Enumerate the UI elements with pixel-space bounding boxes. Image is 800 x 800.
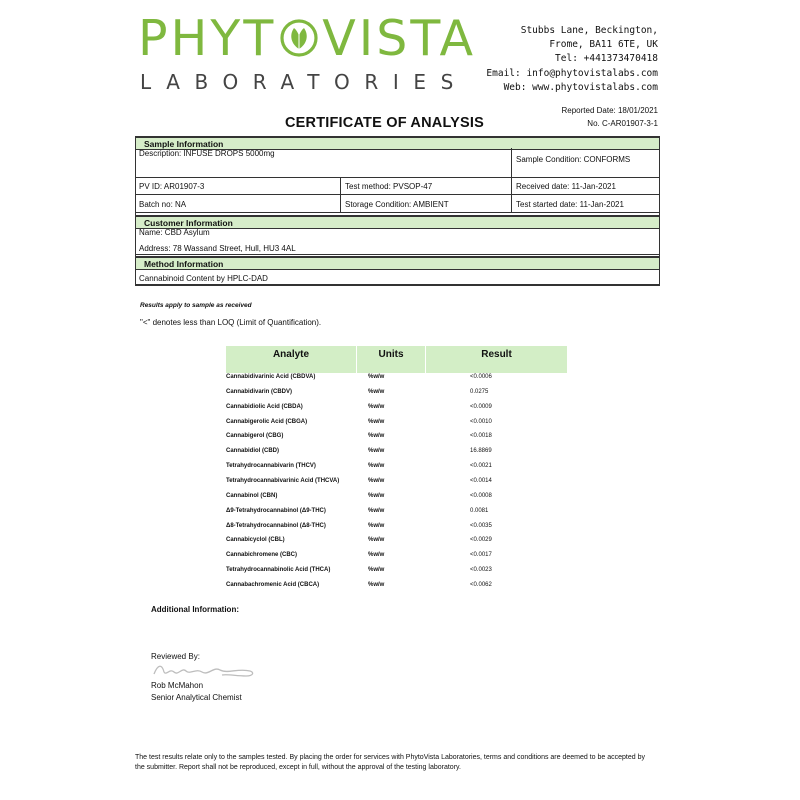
- reviewer: [151, 680, 242, 703]
- analyte-name: Cannabidiol (CBD): [226, 448, 279, 455]
- result-row: [226, 433, 626, 447]
- analyte-name: Cannabicyclol (CBL): [226, 537, 285, 544]
- loq-note: "<" denotes less than LOQ (Limit of Quantification).: [140, 318, 322, 327]
- result-row: [226, 537, 626, 551]
- reviewer-role: Senior Analytical Chemist: [151, 692, 242, 702]
- result-unit: %w/w: [368, 567, 385, 574]
- customer-name: Name: CBD Asylum: [139, 228, 210, 237]
- result-value: <0.0029: [470, 537, 492, 544]
- result-row: [226, 374, 626, 388]
- analyte-name: Cannabichromene (CBC): [226, 552, 298, 559]
- result-row: [226, 552, 626, 566]
- address-email: Email: info@phytovistalabs.com: [486, 67, 658, 79]
- analyte-name: Cannabidivarinic Acid (CBDVA): [226, 374, 316, 380]
- results-note: Results apply to sample as received: [140, 302, 252, 309]
- result-row: [226, 478, 626, 492]
- result-unit: %w/w: [368, 581, 385, 588]
- result-unit: %w/w: [368, 403, 385, 410]
- analyte-name: Cannabigerolic Acid (CBGA): [226, 418, 308, 425]
- reviewed-by-label: Reviewed By:: [151, 652, 200, 661]
- result-row: [226, 582, 626, 596]
- storage-condition: Storage Condition: AMBIENT: [345, 200, 449, 209]
- logo-subtitle: LABORATORIES: [140, 70, 468, 94]
- result-unit: %w/w: [368, 477, 385, 484]
- logo-text-start: PHYT: [138, 10, 277, 67]
- result-unit: %w/w: [368, 492, 385, 499]
- result-value: 16.8869: [470, 448, 492, 455]
- reported-date: Reported Date: 18/01/2021: [561, 106, 658, 115]
- result-value: <0.0010: [470, 418, 492, 425]
- result-value: 0.0081: [470, 507, 489, 514]
- sample-description: Description: INFUSE DROPS 5000mg: [139, 149, 275, 158]
- result-row: [226, 523, 626, 537]
- result-row: [226, 448, 626, 462]
- additional-information-label: Additional Information:: [151, 605, 239, 614]
- test-method: Test method: PVSOP-47: [345, 182, 433, 191]
- analyte-name: Cannabigerol (CBG): [226, 433, 284, 440]
- analyte-name: Tetrahydrocannabivarinic Acid (THCVA): [226, 477, 340, 484]
- signature-image: [150, 658, 260, 680]
- result-row: [226, 567, 626, 581]
- address-phone: Tel: +441373470418: [555, 53, 658, 65]
- analyte-name: Cannabachromenic Acid (CBCA): [226, 581, 320, 588]
- page-title: CERTIFICATE OF ANALYSIS: [285, 115, 485, 131]
- test-started-date: Test started date: 11-Jan-2021: [516, 200, 624, 209]
- address-web: Web: www.phytovistalabs.com: [503, 81, 658, 93]
- analyte-name: Cannabinol (CBN): [226, 492, 278, 499]
- result-unit: %w/w: [368, 463, 385, 470]
- result-value: <0.0006: [470, 374, 492, 380]
- table-outline: [135, 136, 660, 286]
- analyte-name: Δ9-Tetrahydrocannabinol (Δ9-THC): [226, 507, 326, 514]
- result-value: 0.0275: [470, 388, 489, 395]
- leaf-logo-icon: [277, 17, 321, 57]
- result-unit: %w/w: [368, 388, 385, 395]
- result-column-header: Result: [481, 349, 512, 360]
- footer-disclaimer: The test results relate only to the samples tested. By placing the order for services with PhytoVista Laboratories, terms and conditions are deemed to be accepted by the submitter. Report shall not be reproduced, except in full, without the approval of the testing laboratory.: [135, 754, 645, 771]
- result-unit: %w/w: [368, 448, 385, 455]
- results-table-header: [226, 346, 567, 373]
- batch-number: Batch no: NA: [139, 200, 187, 209]
- pv-id: PV ID: AR01907-3: [139, 182, 205, 191]
- result-row: [226, 463, 626, 477]
- result-row: [226, 508, 626, 522]
- result-value: <0.0008: [470, 492, 492, 499]
- result-value: <0.0062: [470, 581, 492, 588]
- result-unit: %w/w: [368, 537, 385, 544]
- method-info-header-label: Method Information: [144, 259, 224, 269]
- result-unit: %w/w: [368, 552, 385, 559]
- result-unit: %w/w: [368, 507, 385, 514]
- customer-address: Address: 78 Wassand Street, Hull, HU3 4AL: [139, 244, 296, 253]
- result-row: [226, 404, 626, 418]
- result-value: <0.0021: [470, 463, 492, 470]
- result-value: <0.0014: [470, 477, 492, 484]
- report-number: No. C-AR01907-3-1: [587, 119, 658, 128]
- method-text: Cannabinoid Content by HPLC-DAD: [139, 274, 268, 283]
- result-row: [226, 493, 626, 507]
- company-logo: [138, 10, 476, 67]
- sample-info-header-label: Sample Information: [144, 139, 224, 149]
- analyte-name: Cannabidivarin (CBDV): [226, 388, 293, 395]
- analyte-column-header: Analyte: [272, 349, 310, 360]
- analyte-name: Δ8-Tetrahydrocannabinol (Δ8-THC): [226, 522, 326, 529]
- received-date: Received date: 11-Jan-2021: [516, 182, 616, 191]
- sample-condition: Sample Condition: CONFORMS: [516, 155, 631, 164]
- result-value: <0.0035: [470, 522, 492, 529]
- company-address: [486, 24, 658, 95]
- analyte-name: Tetrahydrocannabivarin (THCV): [226, 463, 316, 470]
- result-unit: %w/w: [368, 374, 385, 380]
- logo-text-end: VISTA: [322, 10, 476, 67]
- analyte-name: Tetrahydrocannabinolic Acid (THCA): [226, 567, 331, 574]
- result-unit: %w/w: [368, 418, 385, 425]
- address-line: Stubbs Lane, Beckington,: [520, 25, 658, 36]
- address-line: Frome, BA11 6TE, UK: [549, 39, 658, 51]
- report-meta: [561, 104, 658, 130]
- result-row: [226, 419, 626, 433]
- units-column-header: Units: [378, 349, 404, 360]
- result-value: <0.0009: [470, 403, 492, 410]
- result-value: <0.0018: [470, 433, 492, 440]
- result-value: <0.0023: [470, 567, 492, 574]
- result-unit: %w/w: [368, 522, 385, 529]
- customer-info-header-label: Customer Information: [144, 218, 233, 228]
- analyte-name: Cannabidiolic Acid (CBDA): [226, 403, 303, 410]
- result-unit: %w/w: [368, 433, 385, 440]
- result-row: [226, 389, 626, 403]
- reviewer-name: Rob McMahon: [151, 681, 204, 690]
- result-value: <0.0017: [470, 552, 492, 559]
